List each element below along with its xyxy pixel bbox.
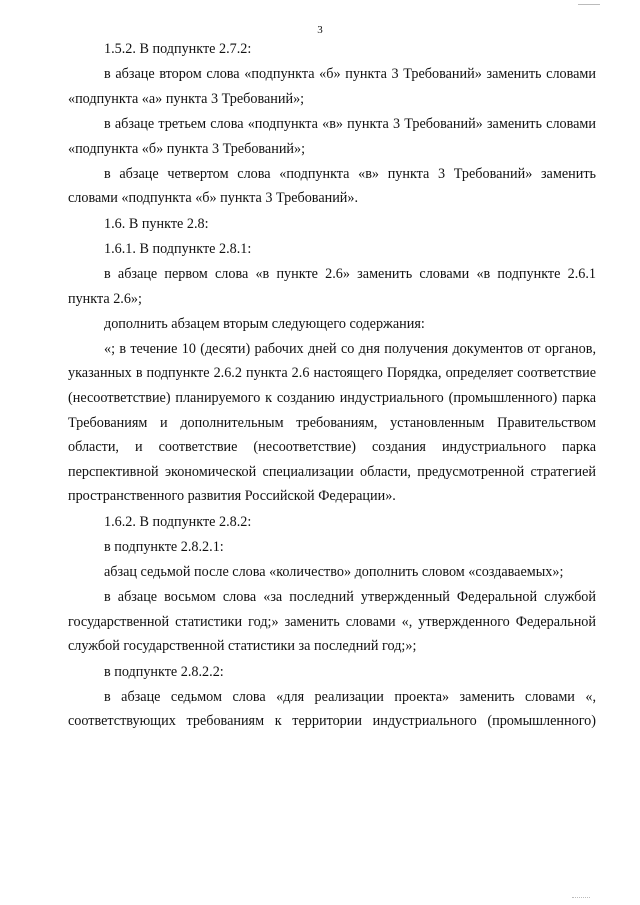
quoted-paragraph: «; в течение 10 (десяти) рабочих дней со дня получения документов от органов, указанных в подпункте 2.6.2 пункта 2.6 настоящего Порядка, определяет соответствие (несоответствие) планируемого к созданию индустриального (промышленного) парка Требованиям и дополнительным требованиям, установленным Правительством области, и соответствие (несоответствие) создания индустриального парка перспективной экономической специализации области, предусмотренной стратегией пространственного развития Российской Федерации». [68,340,596,505]
paragraph: в абзаце седьмом слова «для реализации проекта» заменить словами «, соответствующих требованиям к территории индустриального (промышленного) [68,688,596,730]
document-body [68,37,596,734]
paragraph: в абзаце четвертом слова «подпункта «в» пункта 3 Требований» заменить словами «подпункта «б» пункта 3 Требований». [68,165,596,207]
paragraph: абзац седьмой после слова «количество» дополнить словом «создаваемых»; [104,564,564,580]
paragraph: в абзаце третьем слова «подпункта «в» пункта 3 Требований» заменить словами «подпункта «б» пункта 3 Требований»; [68,115,596,157]
paragraph: 1.5.2. В подпункте 2.7.2: [104,41,252,57]
paragraph: в подпункте 2.8.2.2: [104,663,224,680]
paragraph: 1.6.1. В подпункте 2.8.1: [104,240,252,257]
scan-edge-mark [572,897,590,901]
paragraph: в абзаце первом слова «в пункте 2.6» заменить словами «в подпункте 2.6.1 пункта 2.6»; [68,265,596,307]
scan-edge-mark [578,0,600,5]
page-number: 3 [317,24,323,36]
paragraph: в абзаце втором слова «подпункта «б» пункта 3 Требований» заменить словами «подпункта «а» пункта 3 Требований»; [68,66,596,107]
paragraph: 1.6. В пункте 2.8: [104,215,209,232]
paragraph: дополнить абзацем вторым следующего содержания: [104,315,425,332]
paragraph: 1.6.2. В подпункте 2.8.2: [104,513,252,530]
paragraph: в подпункте 2.8.2.1: [104,538,224,555]
paragraph: в абзаце восьмом слова «за последний утвержденный Федеральной службой государственной статистики год;» заменить словами «, утвержденного Федеральной службой государственной статистики за последний год;»; [68,589,596,655]
